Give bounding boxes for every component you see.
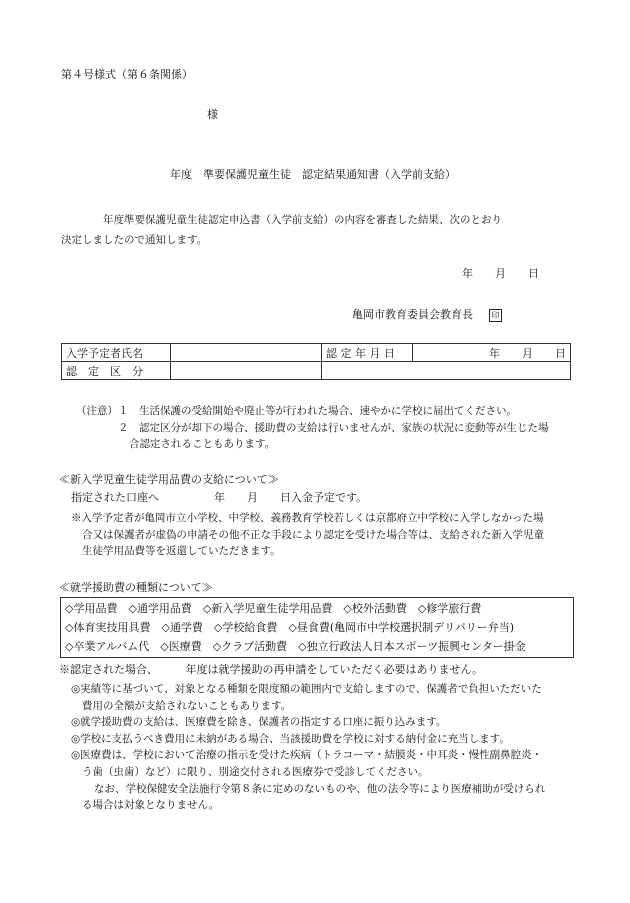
document-title: 年度 準要保護児童生徒 認定結果通知書（入学前支給） bbox=[170, 168, 456, 181]
name-value bbox=[171, 344, 322, 362]
notice-line-3: 生徒学用品費等を返還していただきます。 bbox=[82, 545, 281, 557]
addressee-suffix: 様 bbox=[207, 108, 218, 121]
date-label: 認 定 年 月 日 bbox=[322, 344, 413, 362]
intro-line-1: 年度準要保護児童生徒認定申込書（入学前支給）の内容を審査した結果、次のとおり bbox=[103, 214, 502, 226]
aid-types-row-1: ◇学用品費 ◇通学用品費 ◇新入学児童生徒学用品費 ◇校外活動費 ◇修学旅行費 bbox=[65, 602, 482, 615]
bullet-1-cont: 費用の全額が支給されないこともあります。 bbox=[82, 700, 292, 712]
intro-line-2: 決定しましたので通知します。 bbox=[61, 234, 208, 246]
form-number: 第４号様式（第６条関係） bbox=[61, 68, 193, 81]
class-extra bbox=[322, 362, 571, 380]
aid-types-row-3: ◇卒業アルバム代 ◇医療費 ◇クラブ活動費 ◇独立行政法人日本スポーツ振興センター掛金 bbox=[65, 640, 526, 653]
issue-date: 年 月 日 bbox=[462, 267, 539, 280]
section2-heading: ≪就学援助費の種類について≫ bbox=[59, 581, 213, 594]
note-2-cont: 合認定されることもあります。 bbox=[129, 438, 276, 450]
notice-line-2: 合又は保護者が虚偽の申請その他不正な手段により認定を受けた場合等は、支給された新入学児童 bbox=[82, 529, 544, 541]
aid-types-row-2: ◇体育実技用具費 ◇通学費 ◇学校給食費 ◇昼食費(亀岡市中学校選択制デリバリー弁当) bbox=[65, 621, 515, 634]
bullet-1: ◎実績等に基づいて、対象となる種類を限度額の範囲内で支給しますので、保護者で負担いただいた bbox=[71, 683, 542, 695]
applicant-table bbox=[61, 343, 571, 380]
bullet-5: なお、学校保健安全法施行令第８条に定めのないものや、他の法令等により医療補助が受けられ bbox=[94, 783, 546, 795]
issuer-name: 亀岡市教育委員会教育長 bbox=[352, 308, 473, 321]
bullet-3: ◎学校に支払うべき費用に未納がある場合、当該援助費を学校に対する納付金に充当します。 bbox=[71, 733, 510, 745]
bullet-4-cont: う歯（虫歯）など）に限り、別途交付される医療券で受診してください。 bbox=[82, 766, 429, 778]
section1-heading: ≪新入学児童生徒学用品費の支給について≫ bbox=[59, 473, 279, 486]
date-value: 年 月 日 bbox=[413, 344, 571, 362]
class-label: 認 定 区 分 bbox=[62, 362, 171, 380]
issuer-line bbox=[352, 306, 502, 322]
bullet-2: ◎就学援助費の支給は、医療費を除き、保護者の指定する口座に振り込みます。 bbox=[71, 716, 447, 728]
note-2: ２ 認定区分が却下の場合、援助費の支給は行いませんが、家族の状況に変動等が生じた場 bbox=[118, 422, 549, 434]
notice-line-1: ※入学予定者が亀岡市立小学校、中学校、義務教育学校若しくは京都府立中学校に入学しなかった場 bbox=[71, 512, 544, 524]
payment-line: 指定された口座へ 年 月 日入金予定です。 bbox=[71, 491, 368, 504]
reapply-note: ※認定された場合、 年度は就学援助の再申請をしていただく必要はありません。 bbox=[59, 663, 484, 676]
aid-types-box bbox=[60, 597, 574, 658]
bullet-4: ◎医療費は、学校において治療の指示を受けた疾病（トラコーマ・結膜炎・中耳炎・慢性副鼻腔炎・ bbox=[71, 749, 543, 761]
seal-stamp: 印 bbox=[489, 309, 502, 322]
note-1: （注意）１ 生活保護の受給開始や廃止等が行われた場合、速やかに学校に届出てください。 bbox=[76, 405, 517, 417]
class-value bbox=[171, 362, 322, 380]
bullet-5-cont: る場合は対象となりません。 bbox=[82, 799, 220, 811]
name-label: 入学予定者氏名 bbox=[62, 344, 171, 362]
